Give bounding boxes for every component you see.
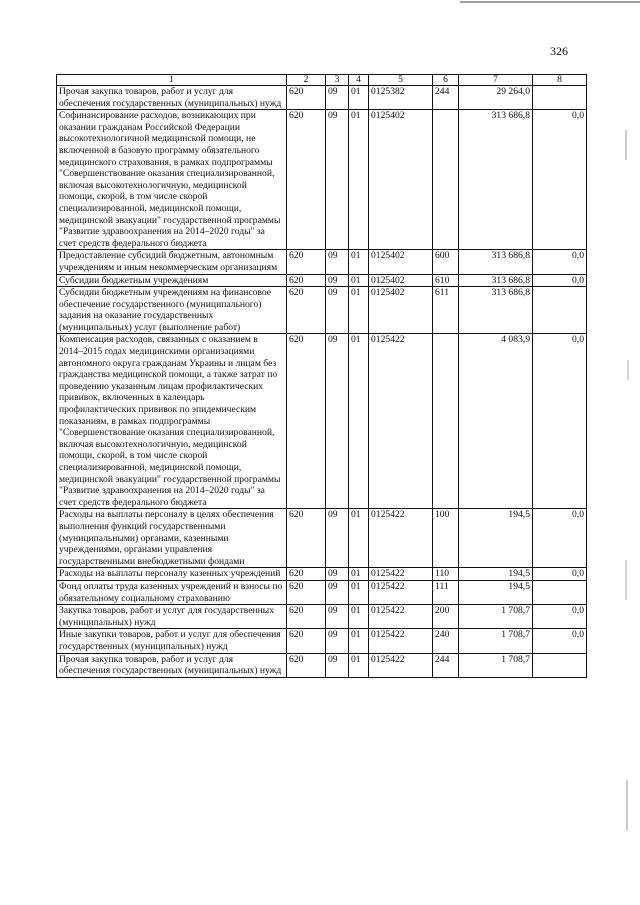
row-ministry-code: 620 <box>287 605 326 629</box>
row-expense-type-code: 244 <box>433 86 459 110</box>
row-amount-secondary: 0,0 <box>533 274 587 287</box>
row-section-code: 09 <box>326 334 349 509</box>
column-header: 1 <box>57 75 287 86</box>
row-amount-secondary: 0,0 <box>533 629 587 653</box>
row-amount-secondary: 0,0 <box>533 110 587 250</box>
row-target-article-code: 0125422 <box>369 580 433 604</box>
row-target-article-code: 0125422 <box>369 605 433 629</box>
table-header-row <box>57 75 587 86</box>
column-header: 8 <box>533 75 587 86</box>
row-expense-type-code <box>433 334 459 509</box>
table-row <box>57 580 587 604</box>
row-amount: 194,5 <box>459 580 533 604</box>
row-ministry-code: 620 <box>287 509 326 568</box>
row-amount: 1 708,7 <box>459 653 533 677</box>
row-description: Прочая закупка товаров, работ и услуг для обеспечения государственных (муниципальных) нужд <box>57 653 287 677</box>
row-amount: 313 686,8 <box>459 110 533 250</box>
table-row <box>57 568 587 581</box>
row-ministry-code: 620 <box>287 250 326 274</box>
row-expense-type-code: 244 <box>433 653 459 677</box>
row-ministry-code: 620 <box>287 580 326 604</box>
row-amount-secondary: 0,0 <box>533 250 587 274</box>
row-description: Прочая закупка товаров, работ и услуг для обеспечения государственных (муниципальных) нужд <box>57 86 287 110</box>
row-amount-secondary <box>533 580 587 604</box>
row-amount-secondary: 0,0 <box>533 334 587 509</box>
row-target-article-code: 0125402 <box>369 287 433 334</box>
row-expense-type-code: 240 <box>433 629 459 653</box>
row-section-code: 09 <box>326 509 349 568</box>
row-subsection-code: 01 <box>349 86 369 110</box>
row-section-code: 09 <box>326 287 349 334</box>
row-section-code: 09 <box>326 629 349 653</box>
row-ministry-code: 620 <box>287 568 326 581</box>
row-ministry-code: 620 <box>287 287 326 334</box>
row-description: Субсидии бюджетным учреждениям на финансовое обеспечение государственного (муниципального) задания на оказание государственных (муниципальных) услуг (выполнение работ) <box>57 287 287 334</box>
row-amount: 313 686,8 <box>459 274 533 287</box>
table-row <box>57 509 587 568</box>
table-row <box>57 629 587 653</box>
row-expense-type-code: 100 <box>433 509 459 568</box>
row-subsection-code: 01 <box>349 110 369 250</box>
row-description: Фонд оплаты труда казенных учреждений и взносы по обязательному социальному страхованию <box>57 580 287 604</box>
row-amount-secondary <box>533 287 587 334</box>
row-section-code: 09 <box>326 580 349 604</box>
row-expense-type-code: 200 <box>433 605 459 629</box>
row-ministry-code: 620 <box>287 334 326 509</box>
row-subsection-code: 01 <box>349 605 369 629</box>
row-section-code: 09 <box>326 86 349 110</box>
row-description: Расходы на выплаты персоналу казенных учреждений <box>57 568 287 581</box>
row-description: Компенсация расходов, связанных с оказанием в 2014–2015 годах медицинскими организациями автономного округа гражданам Украины и лицам без гражданства медицинской помощи, а также затрат по проведению указанным лицам профилактических прививок, включенных в календарь профилактических прививок по эпидемическим показаниям, в рамках подпрограммы "Совершенствование оказания специализированной, включая высокотехнологичную, медицинской помощи, скорой, в том числе скорой специализированной, медицинской помощи, медицинской эвакуации" государственной программы "Развитие здравоохранения на 2014–2020 годы" за счет средств федерального бюджета <box>57 334 287 509</box>
row-description: Субсидии бюджетным учреждениям <box>57 274 287 287</box>
row-expense-type-code <box>433 110 459 250</box>
row-expense-type-code: 611 <box>433 287 459 334</box>
table-row <box>57 287 587 334</box>
row-amount-secondary: 0,0 <box>533 605 587 629</box>
row-expense-type-code: 600 <box>433 250 459 274</box>
row-section-code: 09 <box>326 274 349 287</box>
column-header: 3 <box>326 75 349 86</box>
row-description: Иные закупки товаров, работ и услуг для обеспечения государственных (муниципальных) нужд <box>57 629 287 653</box>
row-description: Закупка товаров, работ и услуг для государственных (муниципальных) нужд <box>57 605 287 629</box>
row-target-article-code: 0125422 <box>369 509 433 568</box>
row-subsection-code: 01 <box>349 653 369 677</box>
row-description: Софинансирование расходов, возникающих при оказании гражданам Российской Федерации высокотехнологичной медицинской помощи, не включенной в базовую программу обязательного медицинского страхования, в рамках подпрограммы "Совершенствование оказания специализированной, включая высокотехнологичную, медицинской помощи, скорой, в том числе скорой специализированной, медицинской помощи, медицинской эвакуации" государственной программы "Развитие здравоохранения на 2014–2020 годы" за счет средств федерального бюджета <box>57 110 287 250</box>
row-expense-type-code: 610 <box>433 274 459 287</box>
row-subsection-code: 01 <box>349 274 369 287</box>
row-ministry-code: 620 <box>287 629 326 653</box>
row-subsection-code: 01 <box>349 334 369 509</box>
row-target-article-code: 0125382 <box>369 86 433 110</box>
column-header: 4 <box>349 75 369 86</box>
row-target-article-code: 0125422 <box>369 629 433 653</box>
row-section-code: 09 <box>326 653 349 677</box>
table-row <box>57 334 587 509</box>
row-subsection-code: 01 <box>349 629 369 653</box>
row-description: Расходы на выплаты персоналу в целях обеспечения выполнения функций государственными (муниципальными) органами, казенными учреждениями, органами управления государственными внебюджетными фондами <box>57 509 287 568</box>
row-subsection-code: 01 <box>349 509 369 568</box>
row-target-article-code: 0125402 <box>369 250 433 274</box>
row-amount: 1 708,7 <box>459 629 533 653</box>
row-subsection-code: 01 <box>349 580 369 604</box>
column-header: 6 <box>433 75 459 86</box>
budget-table <box>56 74 587 678</box>
column-header: 5 <box>369 75 433 86</box>
row-amount-secondary <box>533 653 587 677</box>
column-header: 2 <box>287 75 326 86</box>
table-row <box>57 274 587 287</box>
row-ministry-code: 620 <box>287 110 326 250</box>
row-subsection-code: 01 <box>349 568 369 581</box>
row-amount: 29 264,0 <box>459 86 533 110</box>
row-target-article-code: 0125422 <box>369 334 433 509</box>
row-amount: 1 708,7 <box>459 605 533 629</box>
row-subsection-code: 01 <box>349 250 369 274</box>
row-amount-secondary: 0,0 <box>533 568 587 581</box>
row-amount: 194,5 <box>459 509 533 568</box>
row-expense-type-code: 111 <box>433 580 459 604</box>
row-subsection-code: 01 <box>349 287 369 334</box>
row-ministry-code: 620 <box>287 653 326 677</box>
row-amount-secondary: 0,0 <box>533 509 587 568</box>
row-amount-secondary <box>533 86 587 110</box>
row-amount: 313 686,8 <box>459 287 533 334</box>
table-row <box>57 605 587 629</box>
table-row <box>57 110 587 250</box>
row-section-code: 09 <box>326 605 349 629</box>
column-header: 7 <box>459 75 533 86</box>
row-section-code: 09 <box>326 250 349 274</box>
row-ministry-code: 620 <box>287 274 326 287</box>
row-expense-type-code: 110 <box>433 568 459 581</box>
row-target-article-code: 0125422 <box>369 653 433 677</box>
row-target-article-code: 0125402 <box>369 110 433 250</box>
table-row <box>57 250 587 274</box>
row-ministry-code: 620 <box>287 86 326 110</box>
row-description: Предоставление субсидий бюджетным, автономным учреждениям и иным некоммерческим организациям <box>57 250 287 274</box>
row-section-code: 09 <box>326 110 349 250</box>
row-amount: 313 686,8 <box>459 250 533 274</box>
page-number: 326 <box>550 44 568 58</box>
table-body <box>57 86 587 678</box>
row-amount: 194,5 <box>459 568 533 581</box>
row-amount: 4 083,9 <box>459 334 533 509</box>
table-row <box>57 86 587 110</box>
row-target-article-code: 0125422 <box>369 568 433 581</box>
row-target-article-code: 0125402 <box>369 274 433 287</box>
row-section-code: 09 <box>326 568 349 581</box>
table-row <box>57 653 587 677</box>
